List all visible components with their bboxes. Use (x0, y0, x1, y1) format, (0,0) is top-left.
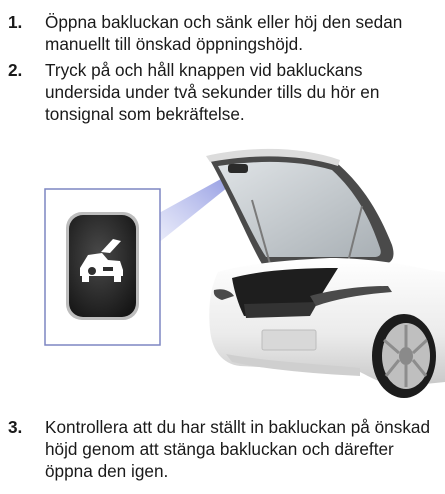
rear-wheel (372, 314, 436, 398)
liftgate-sensor (228, 164, 248, 173)
step-number: 1. (8, 12, 23, 32)
car (206, 149, 445, 398)
step-text: Kontrollera att du har ställt in bakluckan på önskad höjd genom att stänga bakluckan och därefter öppna den igen. (45, 417, 431, 481)
step-2 (8, 59, 433, 125)
step-text: Öppna bakluckan och sänk eller höj den sedan manuellt till önskad öppningshöjd. (45, 12, 403, 54)
step-number: 2. (8, 60, 23, 80)
step-1 (8, 11, 433, 55)
cargo-floor (244, 302, 318, 318)
step-3 (8, 416, 433, 482)
step-number: 3. (8, 417, 23, 437)
liftgate-glass (218, 162, 381, 257)
liftgate-button (66, 212, 139, 320)
step-text: Tryck på och håll knappen vid bakluckans undersida under två sekunder tills du hör en tonsignal som bekräftelse. (45, 60, 380, 124)
liftgate-illustration (0, 140, 445, 405)
license-plate-recess (262, 330, 316, 350)
